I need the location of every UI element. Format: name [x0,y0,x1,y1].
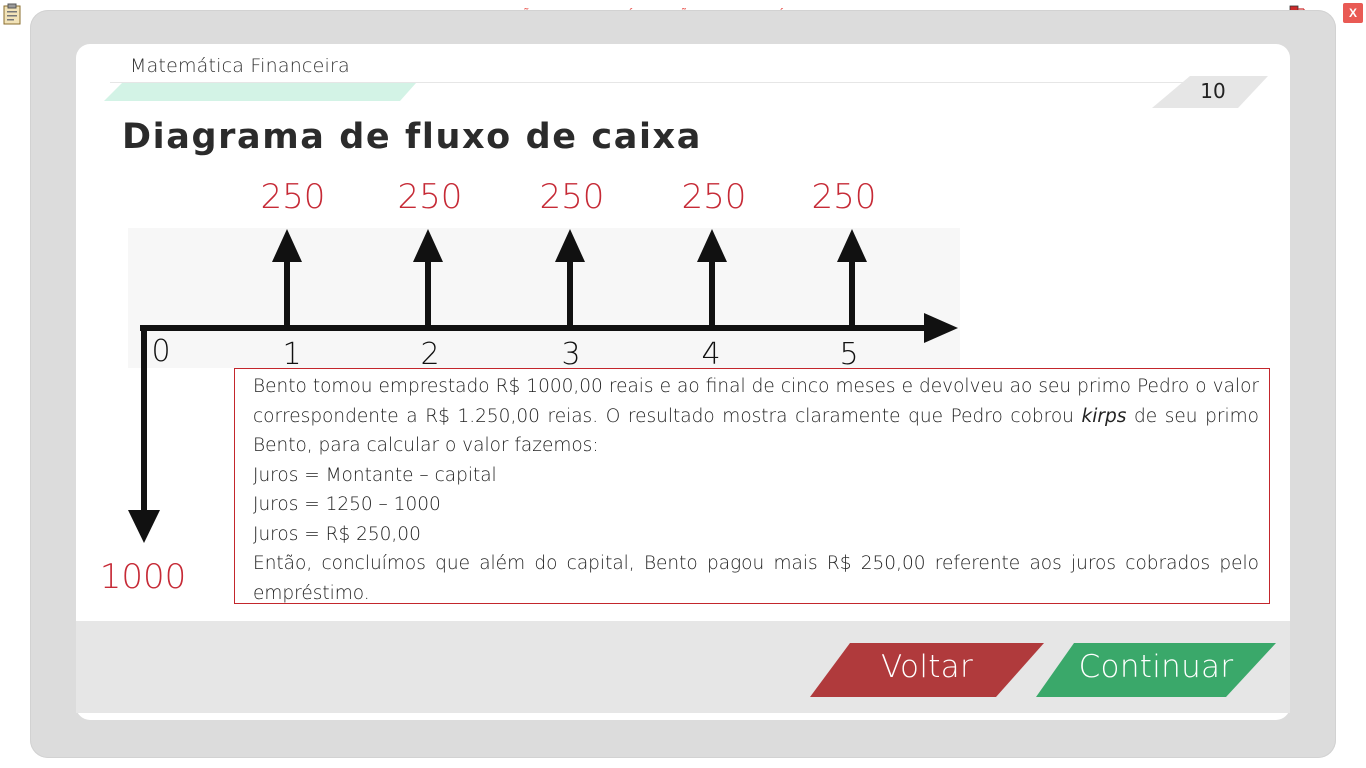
course-title: Matemática Financeira [130,55,350,77]
explanation-intro: Bento tomou emprestado R$ 1000,00 reais e ao final de cinco meses e devolveu ao seu primo Pedro o valor correspondente a R$ 1.250,00 reias. O resultado mostra claramente que Pedro cobrou kirps de seu primo Bento, para calcular o valor fazemos: [253,376,1260,456]
period-label-1: 1 [282,337,302,372]
period-label-0: 0 [151,334,171,369]
inflow-value-2: 250 [397,177,463,217]
explanation-conclusion: Então, concluímos que além do capital, Bento pagou mais R$ 250,00 referente aos juros cobrados pelo empréstimo. [253,553,1259,604]
outflow-value: 1000 [99,557,187,597]
inflow-value-5: 250 [811,177,877,217]
outflow-arrowhead [128,510,160,543]
back-button-label: Voltar [880,649,974,685]
period-label-2: 2 [420,337,440,372]
period-label-3: 3 [561,337,581,372]
back-button[interactable] [808,641,1046,699]
explanation-box [234,368,1270,604]
formula-line-2: Juros = 1250 – 1000 [253,494,441,515]
page-number: 10 [1200,79,1226,103]
inflow-value-3: 250 [539,177,605,217]
explanation-italic-term: kirps [1081,405,1127,427]
formula-line-1: Juros = Montante – capital [253,464,497,486]
inflow-value-1: 250 [260,177,326,217]
diagram-background [128,228,960,368]
slide-title: Diagrama de fluxo de caixa [122,117,702,157]
continue-button-label: Continuar [1078,649,1234,685]
continue-button[interactable] [1034,641,1278,699]
period-label-4: 4 [701,337,721,372]
formula-line-3: Juros = R$ 250,00 [253,523,421,545]
close-button[interactable]: X [1343,3,1363,23]
inflow-value-4: 250 [681,177,747,217]
period-label-5: 5 [839,337,859,372]
